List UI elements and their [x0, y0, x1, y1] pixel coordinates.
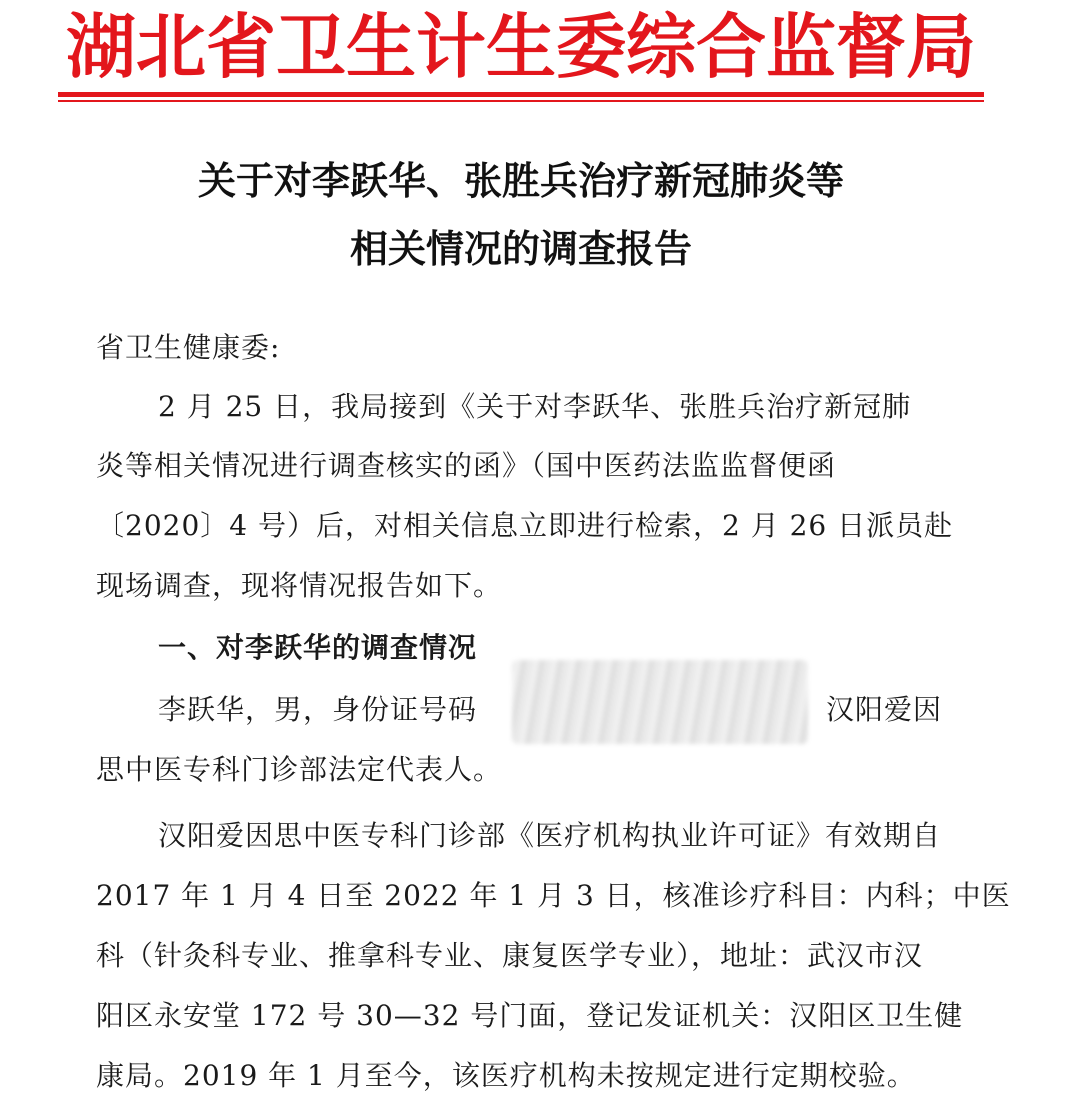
- redacted-id-number: [512, 660, 808, 744]
- paragraph-2-line-2: 思中医专科门诊部法定代表人。: [96, 753, 503, 786]
- paragraph-2-line-1-start: 李跃华，男，身份证号码: [158, 693, 478, 726]
- paragraph-3-line-2: 2017 年 1 月 4 日至 2022 年 1 月 3 日，核准诊疗科目：内科；中医: [96, 879, 1011, 912]
- paragraph-1-line-4: 现场调查，现将情况报告如下。: [96, 569, 503, 602]
- document-title-line-1: 关于对李跃华、张胜兵治疗新冠肺炎等: [197, 159, 844, 203]
- paragraph-1-line-3: 〔2020〕4 号）后，对相关信息立即进行检索，2 月 26 日派员赴: [96, 509, 954, 542]
- paragraph-1-line-1: 2 月 25 日，我局接到《关于对李跃华、张胜兵治疗新冠肺: [158, 390, 912, 423]
- document-title-line-2: 相关情况的调查报告: [349, 227, 692, 271]
- paragraph-3-line-5: 康局。2019 年 1 月至今，该医疗机构未按规定进行定期校验。: [96, 1059, 916, 1092]
- paragraph-3-line-3: 科（针灸科专业、推拿科专业、康复医学专业），地址：武汉市汉: [96, 939, 924, 972]
- paragraph-2-line-1-end: 汉阳爱因: [826, 693, 943, 726]
- paragraph-1-line-2: 炎等相关情况进行调查核实的函》（国中医药法监监督便函: [96, 449, 837, 482]
- paragraph-3-line-1: 汉阳爱因思中医专科门诊部《医疗机构执业许可证》有效期自: [158, 819, 942, 852]
- letterhead-rule-thick: [58, 92, 984, 97]
- salutation: 省卫生健康委:: [96, 331, 281, 364]
- section-1-heading: 一、对李跃华的调查情况: [158, 631, 478, 664]
- paragraph-3-line-4: 阳区永安堂 172 号 30—32 号门面，登记发证机关：汉阳区卫生健: [96, 999, 964, 1032]
- letterhead: 湖北省卫生计生委综合监督局: [66, 6, 976, 88]
- letterhead-rule-thin: [58, 100, 984, 102]
